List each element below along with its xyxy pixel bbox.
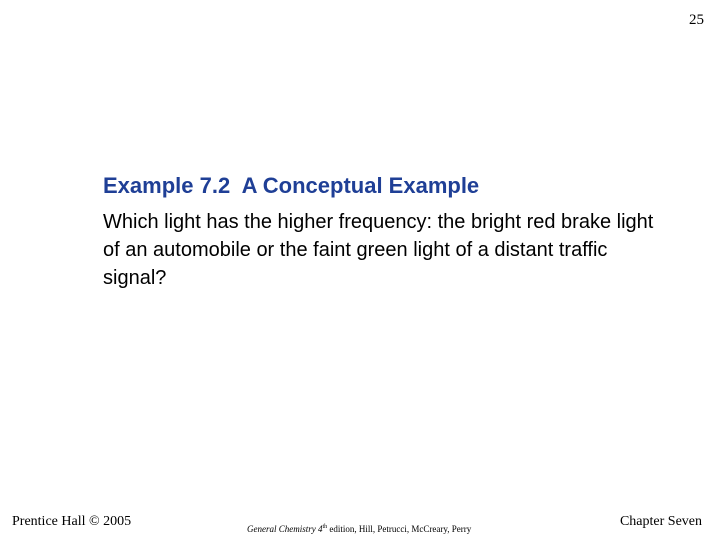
page-number: 25 bbox=[689, 12, 704, 28]
footer-copyright: Prentice Hall © 2005 bbox=[12, 514, 132, 529]
footer-book-title: General Chemistry 4 bbox=[247, 524, 323, 534]
footer-citation bbox=[247, 524, 471, 534]
example-title: Example 7.2 A Conceptual Example bbox=[103, 173, 480, 198]
question-text: Which light has the higher frequency: the bright red brake light of an automobile or the faint green light of a distant traffic signal? bbox=[103, 211, 654, 289]
footer-authors: edition, Hill, Petrucci, McCreary, Perry bbox=[327, 524, 472, 534]
slide-content bbox=[103, 173, 663, 292]
footer-chapter: Chapter Seven bbox=[619, 514, 702, 529]
footer-edition-superscript: th bbox=[322, 524, 328, 530]
